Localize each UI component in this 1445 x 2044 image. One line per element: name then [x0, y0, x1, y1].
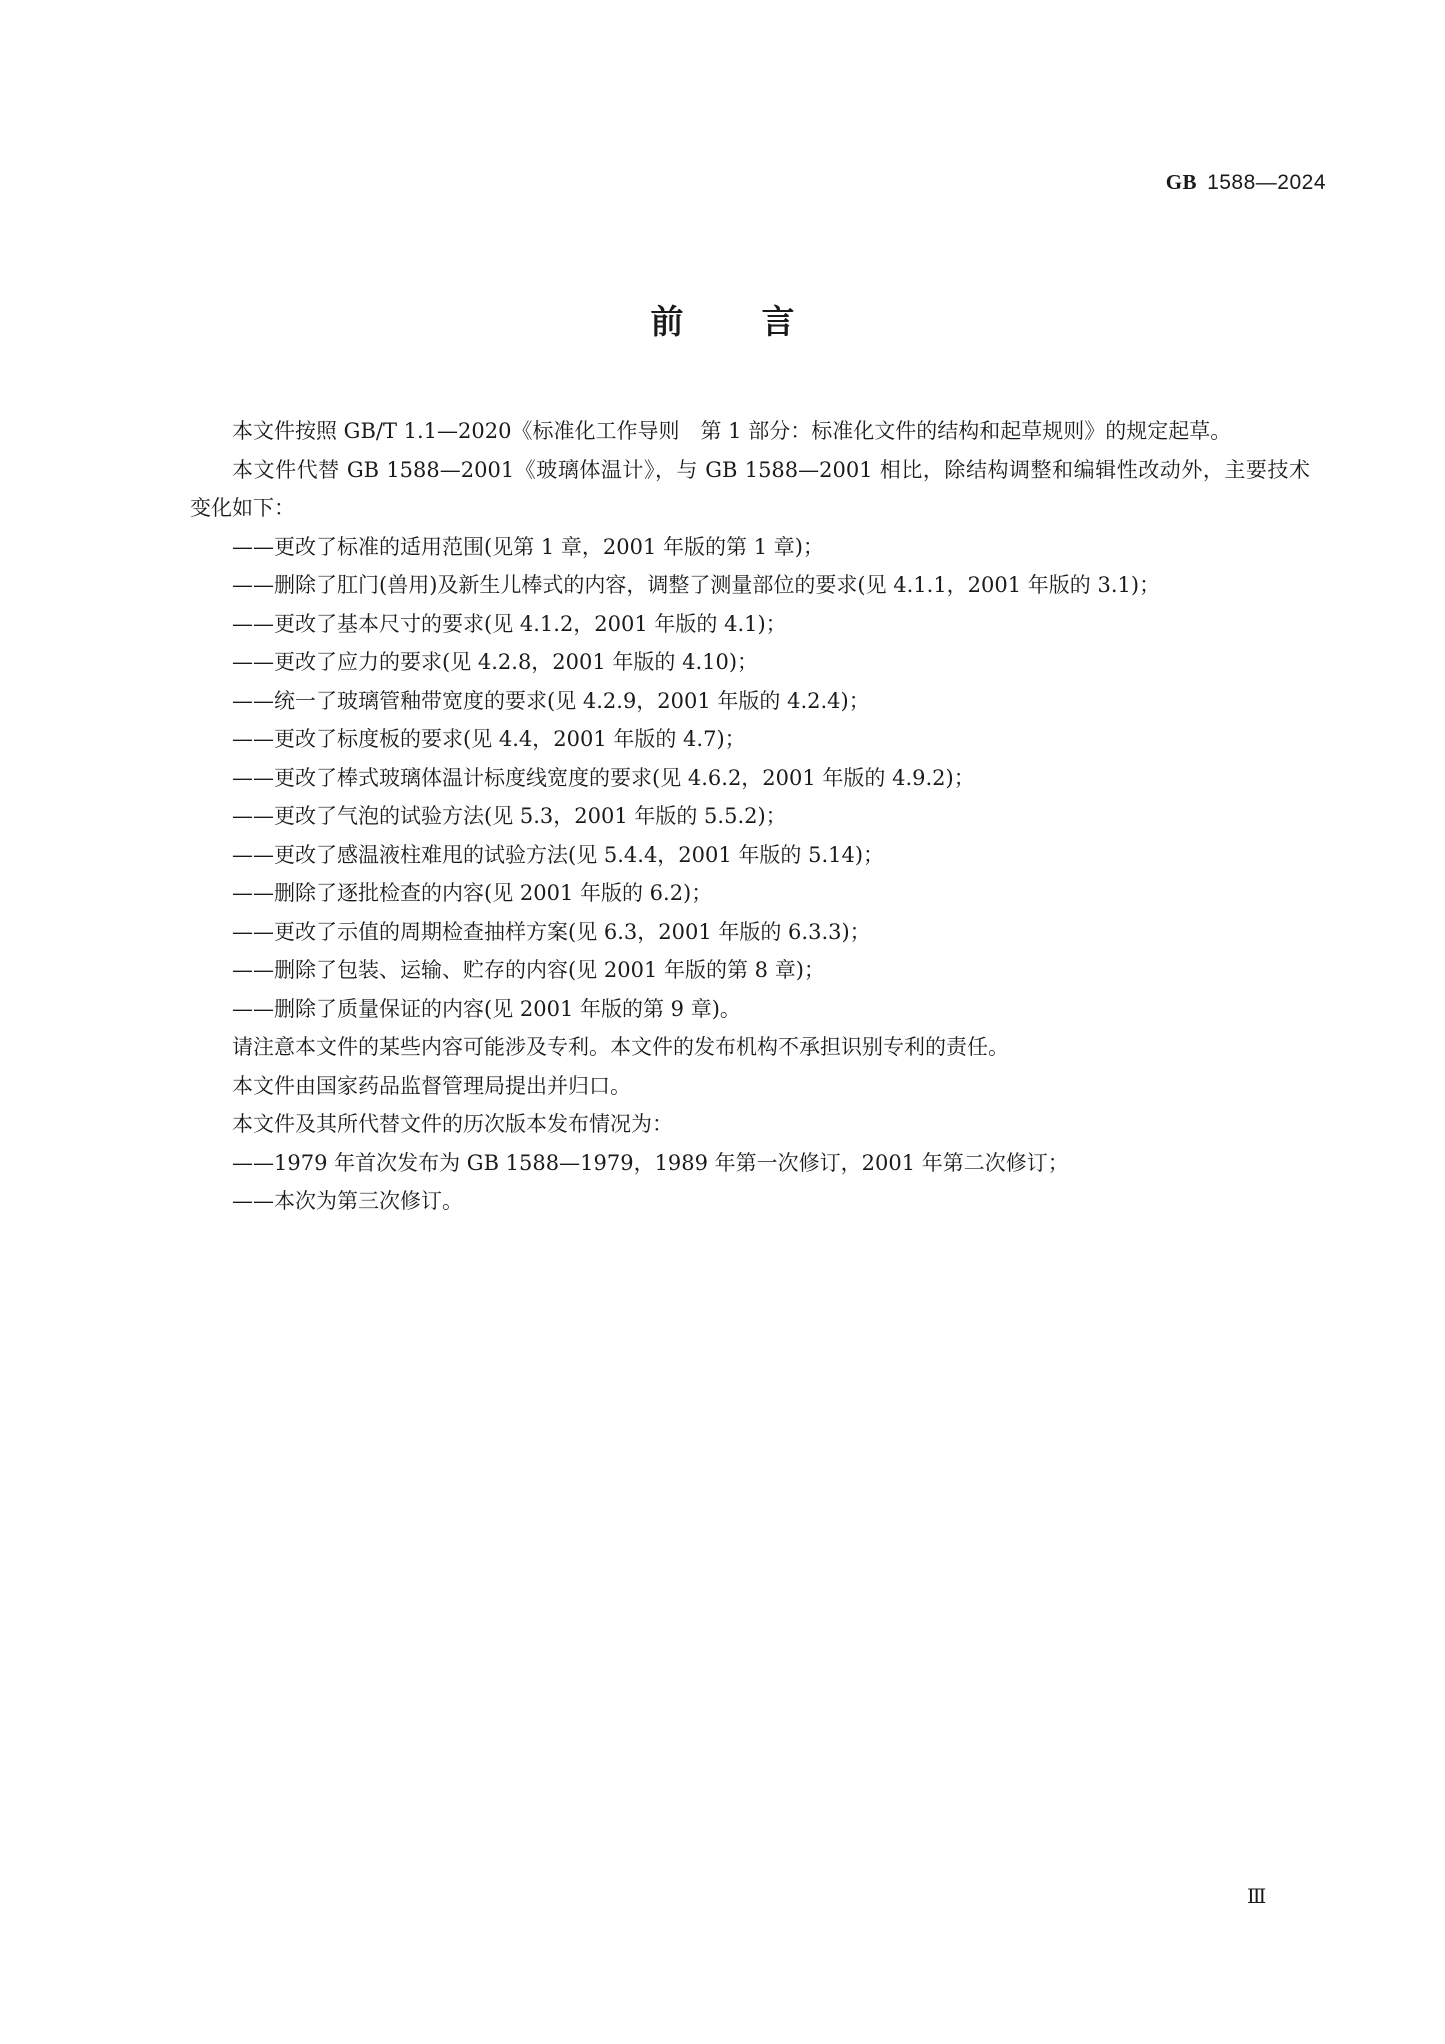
title-char-2: 言 — [761, 302, 795, 341]
standard-number: 1588—2024 — [1207, 171, 1326, 194]
change-item: ——更改了应力的要求(见 4.2.8，2001 年版的 4.10)； — [232, 650, 759, 674]
change-item: ——更改了示值的周期检查抽样方案(见 6.3，2001 年版的 6.3.3)； — [232, 919, 871, 944]
title-char-1: 前 — [650, 302, 684, 341]
change-item: ——更改了感温液柱难甩的试验方法(见 5.4.4，2001 年版的 5.14)； — [232, 842, 885, 867]
page-number: Ⅲ — [1247, 1886, 1266, 1908]
change-item: ——删除了肛门(兽用)及新生儿棒式的内容，调整了测量部位的要求(见 4.1.1，2001 年版的 3.1)； — [232, 573, 1161, 597]
replacement-paragraph: 本文件代替 GB 1588—2001《玻璃体温计》，与 GB 1588—2001 相比，除结构调整和编辑性改动外，主要技术变化如下： — [190, 457, 1310, 520]
change-item: ——更改了基本尺寸的要求(见 4.1.2，2001 年版的 4.1)； — [232, 611, 787, 636]
standard-prefix: GB — [1165, 170, 1198, 194]
drafting-rule-paragraph: 本文件按照 GB/T 1.1—2020《标准化工作导则 第 1 部分：标准化文件的结构和起草规则》的规定起草。 — [232, 419, 1232, 443]
version-history-list — [190, 1144, 1310, 1221]
change-item: ——更改了标准的适用范围(见第 1 章，2001 年版的第 1 章)； — [232, 534, 824, 559]
standard-code-header — [1166, 170, 1326, 195]
history-item: ——1979 年首次发布为 GB 1588—1979，1989 年第一次修订，2001 年第二次修订； — [232, 1150, 1069, 1175]
change-item: ——更改了气泡的试验方法(见 5.3，2001 年版的 5.5.2)； — [232, 804, 787, 828]
technical-changes-list — [190, 528, 1310, 1029]
page-title — [0, 296, 1445, 343]
foreword-body — [190, 412, 1310, 1221]
change-item: ——统一了玻璃管釉带宽度的要求(见 4.2.9，2001 年版的 4.2.4)； — [232, 688, 870, 713]
change-item: ——删除了逐批检查的内容(见 2001 年版的 6.2)； — [232, 881, 713, 905]
change-item: ——更改了标度板的要求(见 4.4，2001 年版的 4.7)； — [232, 727, 746, 751]
change-item: ——删除了质量保证的内容(见 2001 年版的第 9 章)。 — [232, 996, 741, 1021]
patent-note: 请注意本文件的某些内容可能涉及专利。本文件的发布机构不承担识别专利的责任。 — [232, 1035, 1009, 1059]
change-item: ——更改了棒式玻璃体温计标度线宽度的要求(见 4.6.2，2001 年版的 4.9.2)； — [232, 765, 975, 790]
history-intro: 本文件及其所代替文件的历次版本发布情况为： — [232, 1112, 673, 1136]
change-item: ——删除了包装、运输、贮存的内容(见 2001 年版的第 8 章)； — [232, 958, 825, 982]
history-item: ——本次为第三次修订。 — [232, 1189, 463, 1213]
proposer-statement: 本文件由国家药品监督管理局提出并归口。 — [232, 1073, 631, 1098]
